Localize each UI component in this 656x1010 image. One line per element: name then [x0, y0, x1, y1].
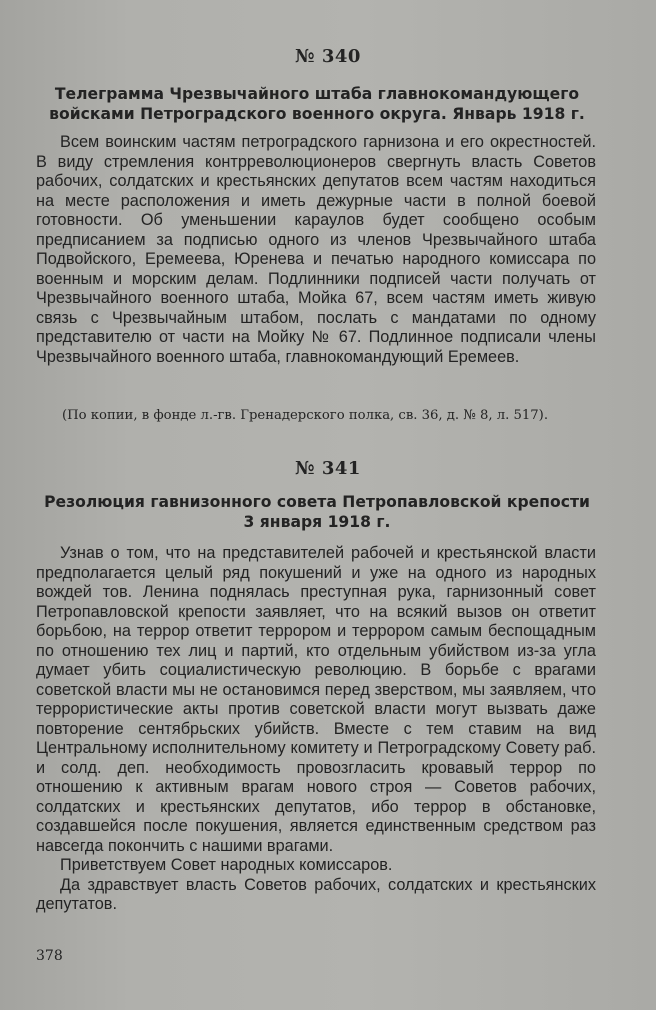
paragraph: Узнав о том, что на представителей рабочей и крестьянской власти предполагается целый ряд покушений и уже на одного из народных вождей тов. Ленина поднялась преступная рука, гарнизонный совет Петропавловской крепости заявляет, что на всякий вызов он ответит борьбою, на террор ответит террором и террором самым беспощадным по отношению тех лиц и партий, кто отдельным убийством из-за угла думает убить социалистическую революцию. В борьбе с врагами советской власти мы не остановимся перед зверством, мы заявляем, что террористические акты против советской власти могут вызвать даже повторение сентябрьских убийств. Вместе с тем ставим на вид Центральному исполнительному комитету и Петроградскому Совету раб. и солд. деп. необходимость провозгласить кровавый террор по отношению к активным врагам нового строя — Советов рабочих, солдатских и крестьянских депутатов, ибо террор в обстановке, создавшейся после покушения, является единственным средством раз навсегда покончить с нашими врагами.	[36, 544, 596, 855]
document-title: Телеграмма Чрезвычайного штаба главнокомандующего войсками Петроградского военного округа. Январь 1918 г.	[49, 85, 585, 123]
source-note: (По копии, в фонде л.-гв. Гренадерского полка, св. 36, д. № 8, л. 517).	[62, 408, 549, 423]
document-number: № 341	[295, 458, 361, 479]
paragraph: Всем воинским частям петроградского гарнизона и его окрестностей. В виду стремления контрреволюционеров свергнуть власть Советов рабочих, солдатских и крестьянских депутатов всем частям находиться на месте расположения и иметь дежурные части в полной боевой готовности. Об уменьшении караулов будет сообщено особым предписанием за подписью одного из членов Чрезвычайного штаба Подвойского, Еремеева, Юренева и печатью народного комиссара по военным и морским делам. Подлинники подписей части получать от Чрезвычайного военного штаба, Мойка 67, всем частям иметь живую связь с Чрезвычайным штабом, послать с мандатами по одному представителю от части на Мойку № 67. Подлинное подписали члены Чрезвычайного военного штаба, главнокомандующий Еремеев.	[36, 133, 596, 366]
page-number: 378	[36, 948, 63, 964]
document-body	[36, 133, 596, 367]
document-number: № 340	[295, 46, 361, 67]
paragraph: Да здравствует власть Советов рабочих, солдатских и крестьянских депутатов.	[36, 875, 596, 913]
document-title: Резолюция гавнизонного совета Петропавловской крепости 3 января 1918 г.	[44, 493, 590, 531]
document-body	[36, 544, 596, 915]
paragraph: Приветствуем Совет народных комиссаров.	[60, 856, 393, 874]
